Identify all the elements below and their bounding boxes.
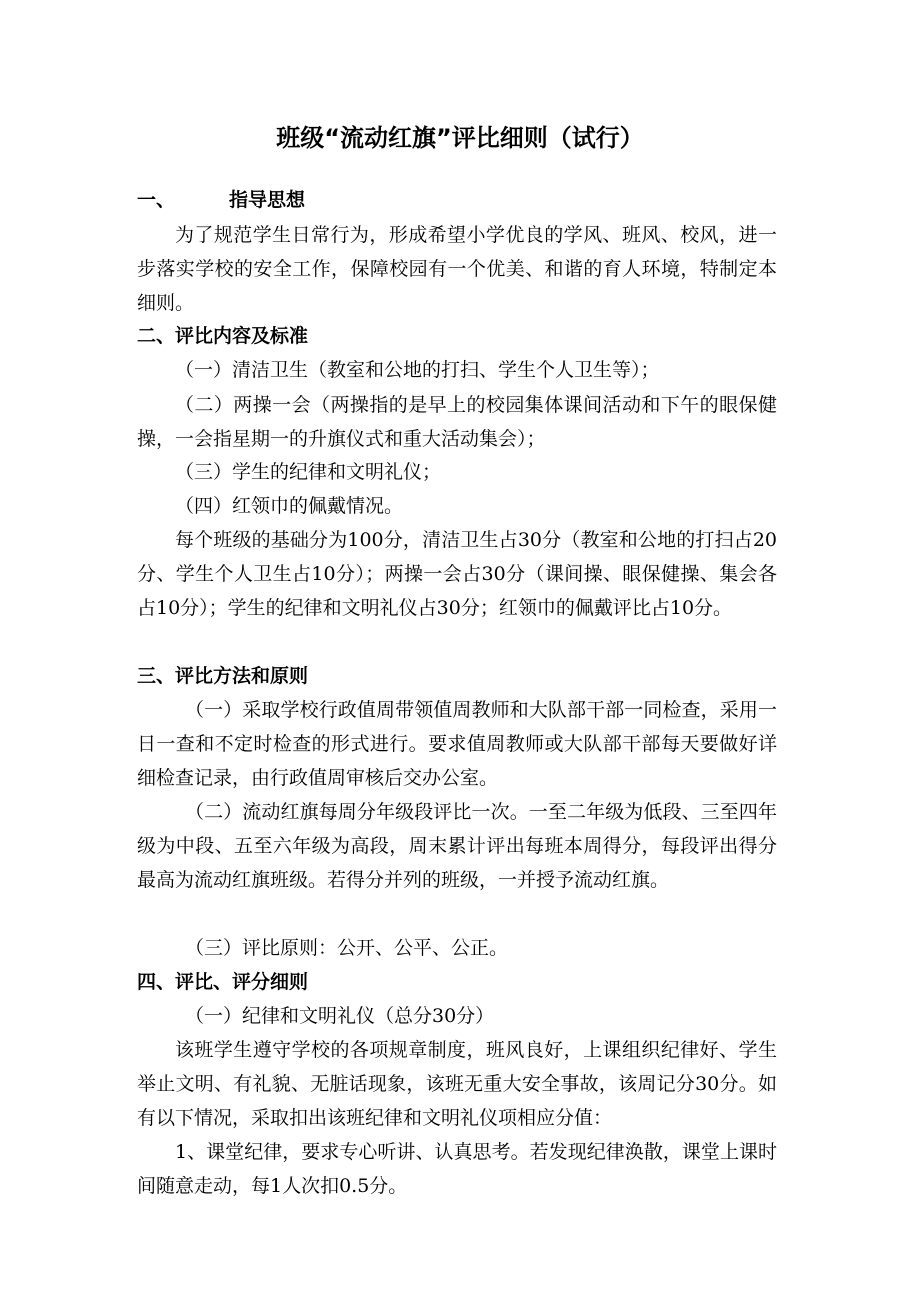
section-3-item-1: （一）采取学校行政值周带领值周教师和大队部干部一同检查，采用一日一查和不定时检查的形式进行。要求值周教师或大队部干部每天要做好详细检查记录，由行政值周审核后交办公室。 — [137, 699, 777, 789]
section-2-item-1: （一）清洁卫生（教室和公地的打扫、学生个人卫生等）； — [175, 359, 660, 381]
section-4-paragraph-1: 该班学生遵守学校的各项规章制度，班风良好，上课组织纪律好、学生举止文明、有礼貌、无脏话现象，该班无重大安全事故，该周记分30分。如有以下情况，采取扣出该班纪律和文明礼仪项相应分值： — [137, 1039, 777, 1129]
section-2-item-4: （四）红领巾的佩戴情况。 — [175, 495, 404, 517]
section-2-item-2: （二）两操一会（两操指的是早上的校园集体课间活动和下午的眼保健操，一会指星期一的升旗仪式和重大活动集会）； — [137, 394, 777, 450]
section-1-heading — [137, 183, 305, 217]
section-3-item-2: （二）流动红旗每周分年级段评比一次。一至二年级为低段、三至四年级为中段、五至六年级为高段，周末累计评出每班本周得分，每段评出得分最高为流动红旗班级。若得分并列的班级，一并授予流动红旗。 — [137, 801, 777, 891]
section-1-paragraph: 为了规范学生日常行为，形成希望小学优良的学风、班风、校风，进一步落实学校的安全工作，保障校园有一个优美、和谐的育人环境，特制定本细则。 — [137, 224, 777, 314]
section-1-title: 指导思想 — [229, 189, 306, 211]
section-3-item-3: （三）评比原则：公开、公平、公正。 — [185, 937, 509, 959]
document-title: 班级“流动红旗”评比细则（试行） — [276, 124, 644, 152]
section-2-score-paragraph: 每个班级的基础分为100分，清洁卫生占30分（教室和公地的打扫占20分、学生个人卫生占10分）；两操一会占30分（课间操、眼保健操、集会各占10分）；学生的纪律和文明礼仪占30分；红领巾的佩戴评比占10分。 — [137, 529, 777, 619]
section-2-heading: 二、评比内容及标准 — [137, 325, 309, 347]
section-4-subheading-1: （一）纪律和文明礼仪（总分30分） — [185, 1005, 495, 1027]
section-3-heading: 三、评比方法和原则 — [137, 665, 309, 687]
section-4-rule-1: 1、课堂纪律，要求专心听讲、认真思考。若发现纪律涣散，课堂上课时间随意走动，每1人次扣0.5分。 — [137, 1141, 777, 1197]
section-1-number: 一、 — [137, 189, 176, 211]
section-2-item-3: （三）学生的纪律和文明礼仪； — [175, 461, 442, 483]
section-4-heading: 四、评比、评分细则 — [137, 971, 309, 993]
